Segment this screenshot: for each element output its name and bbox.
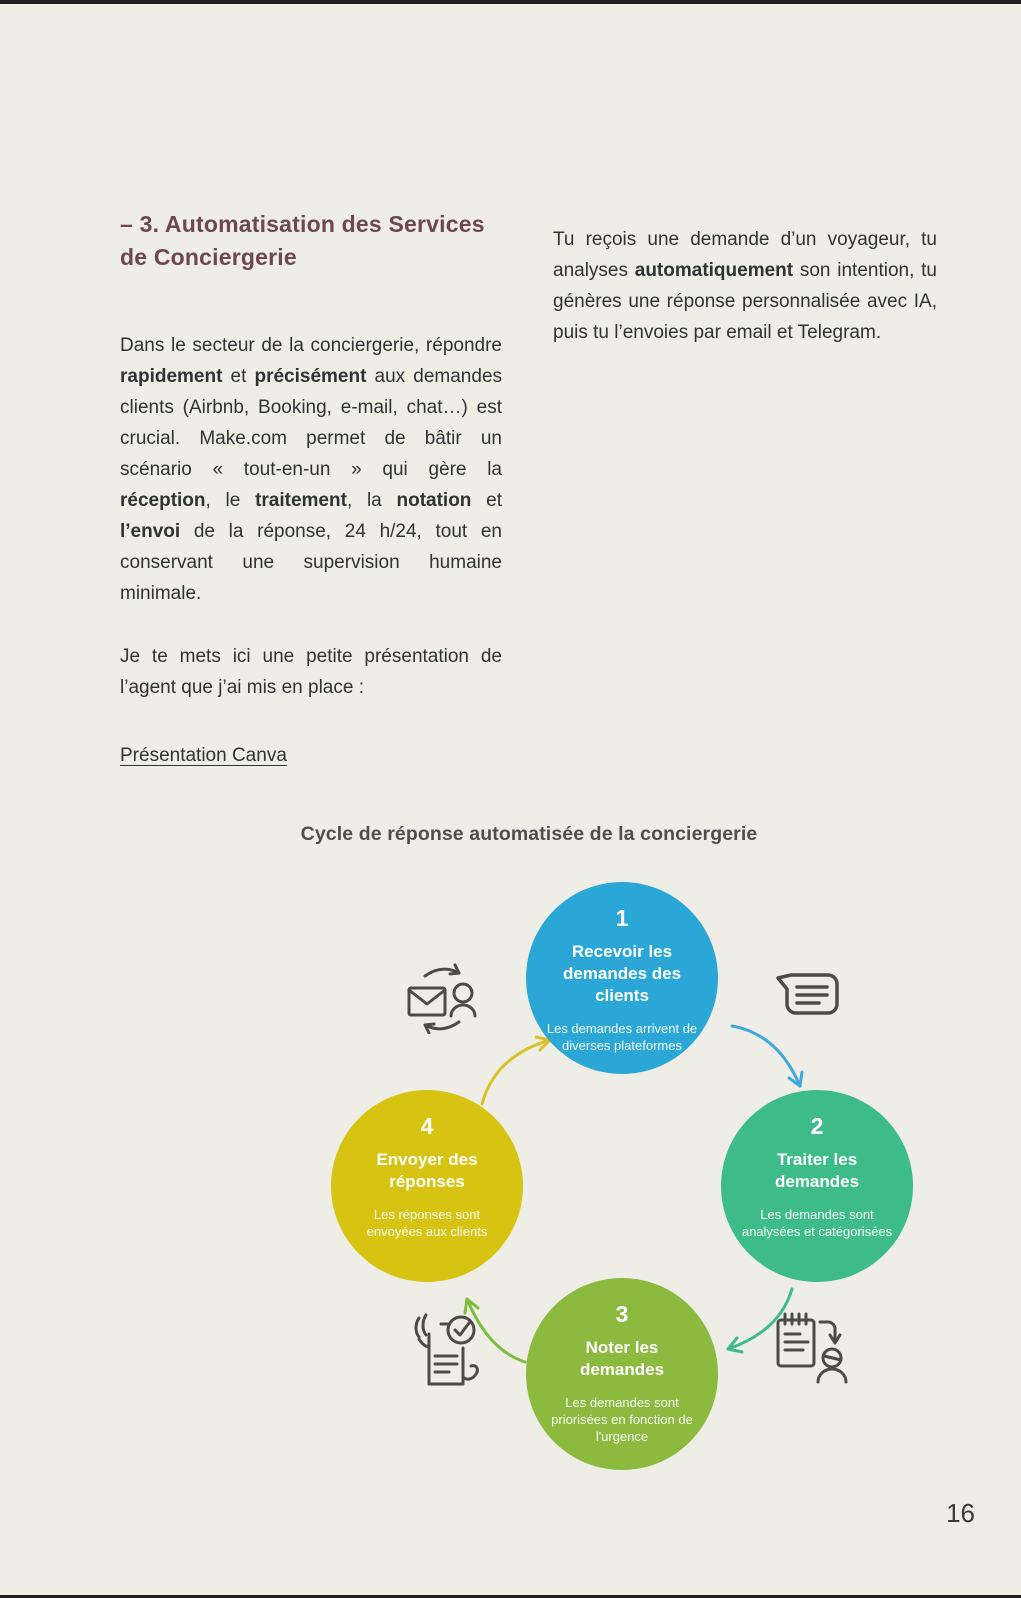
section-title: – 3. Automatisation des Services de Conciergerie — [120, 211, 485, 270]
step-number: 3 — [615, 1301, 629, 1327]
two-column-layout — [120, 208, 938, 767]
diagram-step-4 — [331, 1090, 523, 1282]
diagram-body — [120, 866, 938, 1478]
arrow-step4-to-step1 — [482, 1037, 550, 1104]
left-column — [120, 208, 502, 767]
step-title: Recevoir les demandes des clients — [562, 942, 682, 1005]
chat-bubble-icon — [775, 970, 841, 1022]
intro-paragraph: Dans le secteur de la conciergerie, répondre rapidement et précisément aux demandes clients (Airbnb, Booking, e-mail, chat…) est crucial. Make.com permet de bâtir un scénario « tout-en-un » qui gère la réception, le traitement, la notation et l’envoi de la réponse, 24 h/24, tout en conservant une supervision humaine minimale. — [120, 335, 503, 604]
email-sync-icon — [403, 962, 481, 1034]
clipboard-assign-icon — [772, 1308, 848, 1384]
presentation-paragraph: Je te mets ici une petite présentation de l’agent que j’ai mis en place : — [120, 646, 502, 698]
diagram-step-3 — [526, 1278, 718, 1470]
diagram-title: Cycle de réponse automatisée de la conciergerie — [300, 823, 758, 845]
step-description: Les demandes sont analysées et catégorisées — [741, 1207, 893, 1239]
canva-presentation-link[interactable]: Présentation Canva — [120, 745, 287, 766]
step-description: Les demandes sont priorisées en fonction de l'urgence — [551, 1395, 693, 1444]
step-description: Les demandes arrivent de diverses plateformes — [546, 1021, 698, 1053]
step-title: Envoyer des réponses — [376, 1150, 478, 1191]
diagram-step-2 — [721, 1090, 913, 1282]
step-number: 2 — [810, 1113, 824, 1139]
diagram-step-1 — [526, 882, 718, 1074]
workflow-paragraph: Tu reçois une demande d’un voyageur, tu analyses automatiquement son intention, tu génères une réponse personnalisée avec IA, puis tu l’envoies par email et Telegram. — [553, 229, 937, 343]
page-number: 16 — [946, 1498, 975, 1528]
top-edge-bar — [0, 0, 1021, 4]
cycle-diagram — [120, 823, 938, 1478]
document-check-icon — [405, 1304, 485, 1388]
step-title: Traiter les demandes — [774, 1150, 860, 1191]
arrow-step1-to-step2 — [732, 1026, 802, 1086]
step-title: Noter les demandes — [579, 1338, 665, 1379]
right-column — [553, 208, 937, 767]
step-number: 1 — [615, 905, 629, 931]
step-number: 4 — [420, 1113, 434, 1139]
step-description: Les réponses sont envoyées aux clients — [366, 1207, 488, 1239]
